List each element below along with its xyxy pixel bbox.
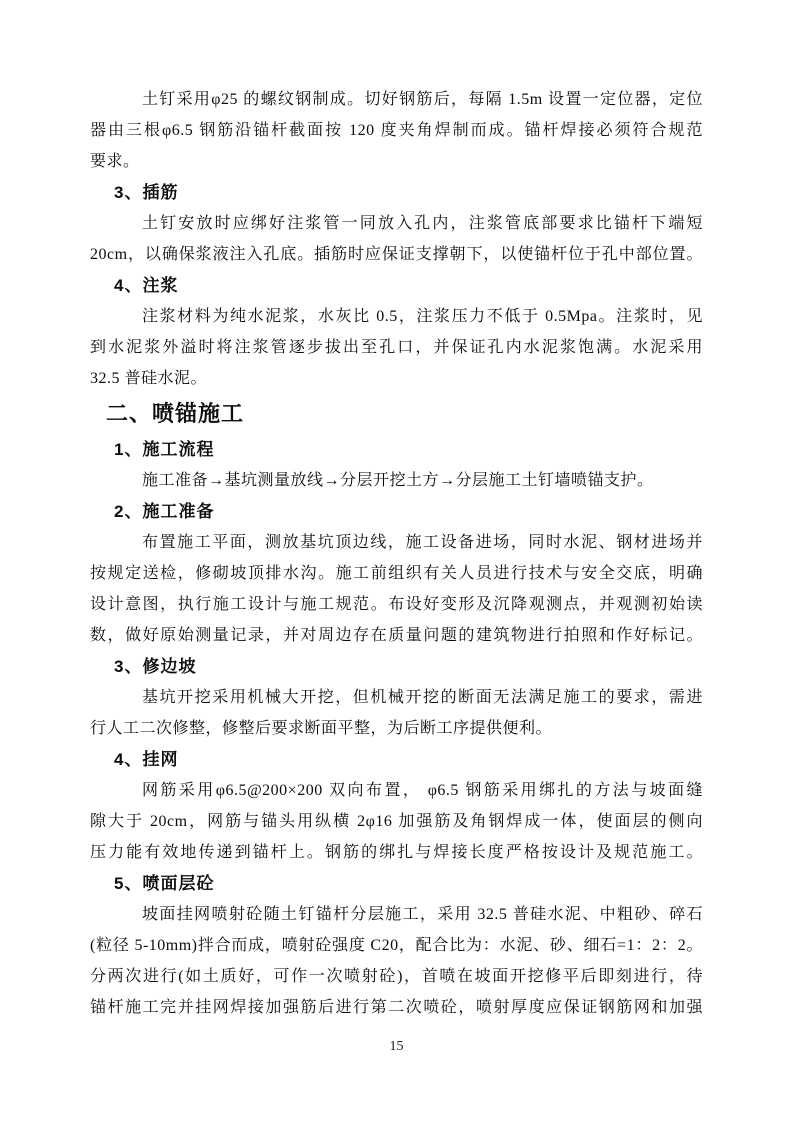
text-line: 注浆材料为纯水泥浆，水灰比 0.5，注浆压力不低于 0.5Mpa。注浆时，见 (142, 308, 703, 325)
text-line: 坡面挂网喷射砼随土钉锚杆分层施工，采用 32.5 普硅水泥、中粗砂、碎石 (142, 906, 703, 923)
paragraph (90, 465, 703, 496)
text-line: 32.5 普硅水泥。 (90, 370, 208, 387)
section-heading: 3、修边坡 (114, 657, 197, 676)
text-line: 分两次进行(如土质好，可作一次喷射砼)，首喷在坡面开挖修平后即刻进行，待 (90, 968, 703, 985)
text-line: 基坑开挖采用机械大开挖，但机械开挖的断面无法满足施工的要求，需进 (142, 689, 703, 706)
text-line: 20cm，以确保浆液注入孔底。插筋时应保证支撑朝下，以使锚杆位于孔中部位置。 (90, 246, 703, 263)
text-line: 布置施工平面，测放基坑顶边线，施工设备进场，同时水泥、钢材进场并 (142, 534, 703, 551)
section-heading: 2、施工准备 (114, 502, 215, 521)
chapter-heading: 二、喷锚施工 (106, 401, 245, 426)
page-number: 15 (389, 1039, 404, 1054)
text-line: 到水泥浆外溢时将注浆管逐步拔出至孔口，并保证孔内水泥浆饱满。水泥采用 (90, 339, 703, 356)
text-line: 设计意图，执行施工设计与施工规范。布设好变形及沉降观测点，并观测初始读 (90, 596, 703, 613)
text-line: 按规定送检，修砌坡顶排水沟。施工前组织有关人员进行技术与安全交底，明确 (90, 565, 703, 582)
paragraph (90, 682, 703, 744)
section-heading: 5、喷面层砼 (114, 874, 215, 893)
section-heading: 3、插筋 (114, 183, 179, 202)
text-line: 压力能有效地传递到锚杆上。钢筋的绑扎与焊接长度严格按设计及规范施工。 (90, 844, 703, 861)
text-line: 土钉安放时应绑好注浆管一同放入孔内，注浆管底部要求比锚杆下端短 (142, 215, 703, 232)
paragraph (90, 301, 703, 394)
text-line: (粒径 5-10mm)拌合而成，喷射砼强度 C20，配合比为：水泥、砂、细石=1：2：2。 (90, 937, 703, 954)
text-line: 施工准备→基坑测量放线→分层开挖土方→分层施工土钉墙喷锚支护。 (142, 472, 654, 489)
text-line: 锚杆施工完并挂网焊接加强筋后进行第二次喷砼，喷射厚度应保证钢筋网和加强 (90, 999, 703, 1016)
section-heading: 4、注浆 (114, 276, 179, 295)
text-line: 隙大于 20cm，网筋与锚头用纵横 2φ16 加强筋及角钢焊成一体，使面层的侧向 (90, 813, 703, 830)
paragraph (90, 84, 703, 177)
text-line: 网筋采用φ6.5@200×200 双向布置， φ6.5 钢筋采用绑扎的方法与坡面缝 (142, 782, 703, 799)
section-heading: 4、挂网 (114, 750, 179, 769)
text-line: 土钉采用φ25 的螺纹钢制成。切好钢筋后，每隔 1.5m 设置一定位器，定位 (142, 91, 703, 108)
text-line: 数，做好原始测量记录，并对周边存在质量问题的建筑物进行拍照和作好标记。 (90, 627, 703, 644)
paragraph (90, 775, 703, 868)
section-heading: 1、施工流程 (114, 440, 215, 459)
paragraph (90, 208, 703, 270)
text-line: 器由三根φ6.5 钢筋沿锚杆截面按 120 度夹角焊制而成。锚杆焊接必须符合规范 (90, 122, 703, 139)
text-line: 行人工二次修整，修整后要求断面平整，为后断工序提供便利。 (90, 720, 553, 737)
text-line: 要求。 (90, 153, 140, 170)
paragraph (90, 527, 703, 651)
paragraph (90, 899, 703, 1023)
